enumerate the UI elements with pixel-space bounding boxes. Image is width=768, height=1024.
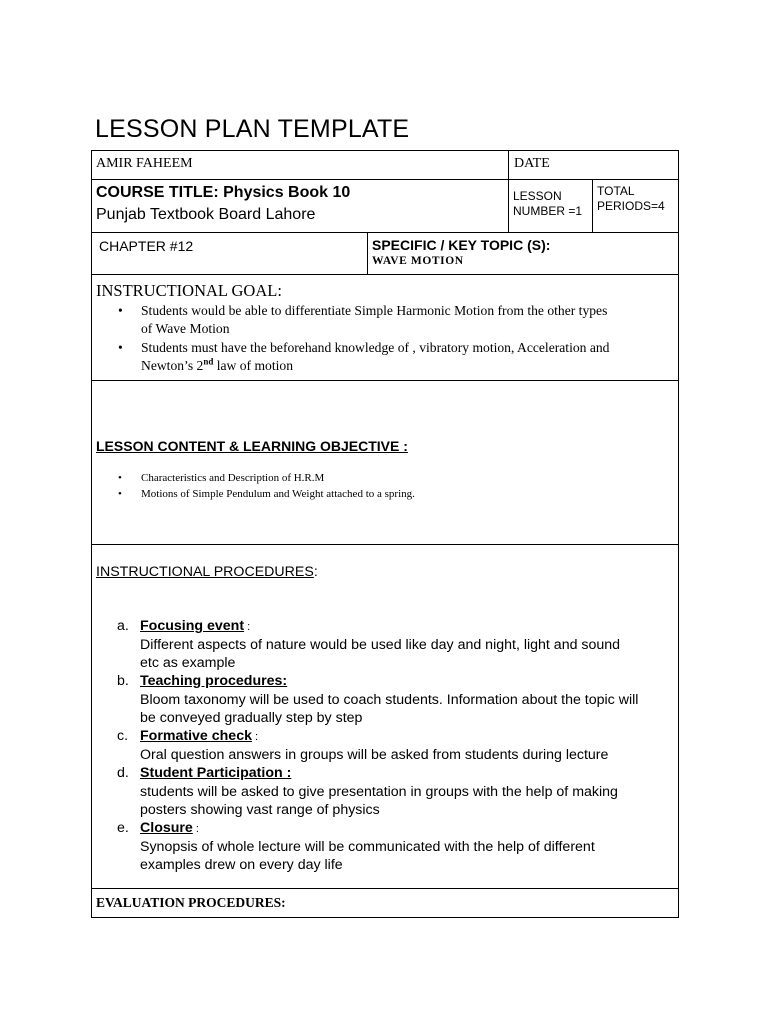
goal-text: Newton’s 2 (141, 358, 204, 373)
procedure-item (117, 617, 677, 672)
lesson-label: LESSON (513, 189, 562, 203)
evaluation-section (91, 888, 679, 918)
date-cell (508, 150, 679, 180)
procedure-text: posters showing vast range of physics (140, 802, 380, 818)
lesson-number: NUMBER =1 (513, 204, 583, 218)
procedure-marker: d. (117, 765, 129, 781)
instructional-procedures-heading (96, 564, 318, 580)
procedure-item (117, 672, 677, 727)
lesson-content-list (96, 470, 676, 502)
procedure-list (117, 617, 677, 874)
procedure-separator: : (244, 621, 251, 633)
topic-cell (367, 232, 679, 275)
teacher-name: AMIR FAHEEM (96, 156, 193, 171)
lesson-content-text: Motions of Simple Pendulum and Weight attached to a spring. (141, 488, 415, 500)
procedure-item (117, 764, 677, 819)
goal-text: Students would be able to differentiate Simple Harmonic Motion from the other types (141, 303, 608, 318)
procedure-title: Closure (140, 820, 193, 836)
teacher-cell (91, 150, 509, 180)
goal-item (96, 302, 676, 338)
procedure-title: Student Participation : (140, 765, 292, 781)
procedure-text: Oral question answers in groups will be asked from students during lecture (140, 747, 609, 763)
lesson-number-cell (508, 179, 593, 233)
procedure-marker: b. (117, 673, 129, 689)
bullet-icon: • (118, 340, 123, 355)
bullet-icon: • (118, 488, 122, 500)
goal-text: law of motion (213, 358, 293, 373)
procedures-heading-text: INSTRUCTIONAL PROCEDURES (96, 564, 314, 580)
procedure-text: Bloom taxonomy will be used to coach students. Information about the topic will (140, 692, 639, 708)
goal-item (96, 339, 676, 375)
goal-text: of Wave Motion (141, 321, 230, 336)
lesson-content-item (96, 470, 676, 486)
procedure-marker: a. (117, 618, 129, 634)
procedure-separator: : (251, 731, 259, 743)
procedure-title: Formative check (140, 728, 252, 744)
bullet-icon: • (118, 472, 122, 484)
document-title: LESSON PLAN TEMPLATE (95, 115, 410, 143)
procedure-text: Different aspects of nature would be used like day and night, light and sound (140, 637, 621, 653)
evaluation-heading: EVALUATION PROCEDURES: (96, 895, 286, 910)
procedure-text: be conveyed gradually step by step (140, 710, 363, 726)
lesson-content-section (91, 380, 679, 545)
chapter-number: CHAPTER #12 (99, 238, 194, 254)
procedures-heading-colon: : (313, 564, 318, 580)
goal-list (96, 302, 676, 375)
procedure-title: Teaching procedures: (140, 673, 288, 689)
procedure-item (117, 727, 677, 764)
course-title-label: COURSE TITLE: (96, 184, 219, 201)
procedure-marker: c. (117, 728, 129, 744)
course-title-value: Physics Book 10 (218, 184, 351, 201)
course-cell (91, 179, 509, 233)
goal-text-superscript: nd (203, 356, 214, 367)
total-label: TOTAL (597, 184, 635, 198)
lesson-content-item (96, 486, 676, 502)
procedure-title: Focusing event (140, 618, 245, 634)
topic-value: WAVE MOTION (372, 255, 464, 267)
date-label: DATE (514, 156, 550, 171)
procedure-separator: : (192, 823, 199, 835)
procedure-item (117, 819, 677, 874)
lesson-content-text: Characteristics and Description of H.R.M (141, 472, 325, 484)
topic-label: SPECIFIC / KEY TOPIC (S): (372, 237, 551, 253)
procedure-text: examples drew on every day life (140, 857, 343, 873)
procedure-marker: e. (117, 820, 129, 836)
chapter-cell (91, 232, 368, 275)
procedure-text: etc as example (140, 655, 236, 671)
lesson-content-heading: LESSON CONTENT & LEARNING OBJECTIVE : (96, 438, 408, 454)
publisher-name: Punjab Textbook Board Lahore (96, 206, 316, 223)
instructional-goal-section (91, 274, 679, 381)
procedure-text: students will be asked to give presentation in groups with the help of making (140, 784, 618, 800)
procedure-text: Synopsis of whole lecture will be communicated with the help of different (140, 839, 595, 855)
course-title (96, 184, 350, 202)
total-periods-cell (592, 179, 679, 233)
goal-text: Students must have the beforehand knowledge of , vibratory motion, Acceleration and (141, 340, 610, 355)
total-periods: PERIODS=4 (597, 199, 665, 213)
instructional-goal-heading: INSTRUCTIONAL GOAL: (96, 281, 282, 300)
bullet-icon: • (118, 303, 123, 318)
